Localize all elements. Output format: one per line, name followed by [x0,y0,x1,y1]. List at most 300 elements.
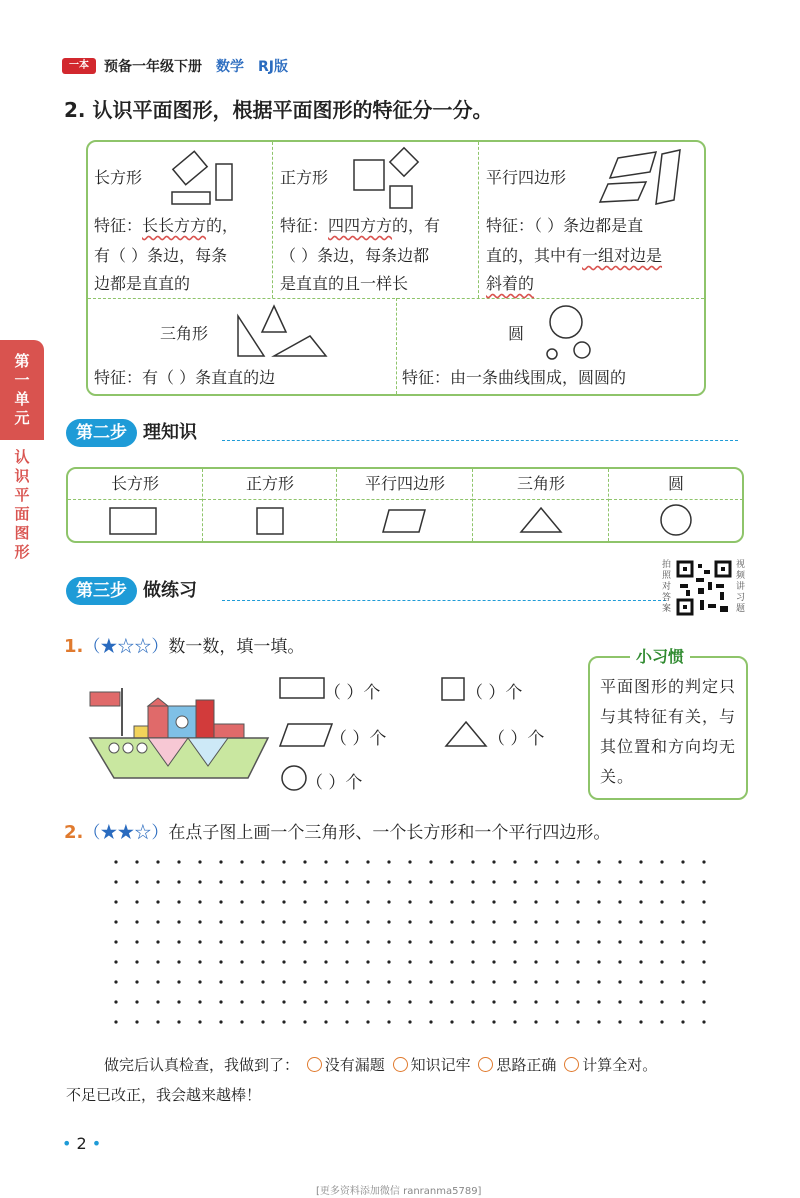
grid-dot[interactable] [261,980,264,983]
grid-dot[interactable] [156,880,159,883]
grid-dot[interactable] [240,960,243,963]
grid-dot[interactable] [639,880,642,883]
grid-dot[interactable] [198,940,201,943]
grid-dot[interactable] [492,860,495,863]
grid-dot[interactable] [282,1000,285,1003]
grid-dot[interactable] [681,960,684,963]
grid-dot[interactable] [681,880,684,883]
grid-dot[interactable] [555,880,558,883]
parallelogram-feature-line3: 斜着的 [486,274,535,293]
qr-caption-left: 拍照对答案 [662,560,672,614]
grid-dot[interactable] [534,1020,537,1023]
grid-dot[interactable] [429,860,432,863]
q2-heading: 2.（★★☆）在点子图上画一个三角形、一个长方形和一个平行四边形。 [64,822,611,843]
grid-dot[interactable] [513,1000,516,1003]
grid-dot[interactable] [408,900,411,903]
grid-dot[interactable] [576,1020,579,1023]
grid-dot[interactable] [597,920,600,923]
grid-dot[interactable] [471,920,474,923]
grid-dot[interactable] [261,900,264,903]
grid-dot[interactable] [618,920,621,923]
grid-dot[interactable] [156,960,159,963]
grid-dot[interactable] [471,860,474,863]
grid-dot[interactable] [345,940,348,943]
grid-dot[interactable] [660,1020,663,1023]
grid-dot[interactable] [282,940,285,943]
grid-dot[interactable] [681,900,684,903]
grid-dot[interactable] [219,980,222,983]
grid-dot[interactable] [387,980,390,983]
grid-dot[interactable] [240,860,243,863]
grid-dot[interactable] [345,960,348,963]
grid-dot[interactable] [555,960,558,963]
grid-dot[interactable] [198,880,201,883]
grid-dot[interactable] [114,920,117,923]
grid-dot[interactable] [282,860,285,863]
grid-dot[interactable] [471,940,474,943]
grid-dot[interactable] [618,940,621,943]
grid-dot[interactable] [261,880,264,883]
rectangle-feature: 特征：长长方方的， [94,216,239,235]
grid-dot[interactable] [219,900,222,903]
grid-dot[interactable] [345,980,348,983]
grid-dot[interactable] [366,980,369,983]
grid-dot[interactable] [513,960,516,963]
grid-dot[interactable] [156,1020,159,1023]
grid-dot[interactable] [471,1000,474,1003]
grid-dot[interactable] [261,940,264,943]
edition-label: RJ版 [258,59,288,75]
grid-dot[interactable] [597,860,600,863]
grid-dot[interactable] [471,980,474,983]
grid-dot[interactable] [282,960,285,963]
grid-dot[interactable] [618,900,621,903]
grid-dot[interactable] [576,960,579,963]
grid-dot[interactable] [681,980,684,983]
grid-dot[interactable] [177,860,180,863]
grid-dot[interactable] [324,880,327,883]
grid-dot[interactable] [702,1000,705,1003]
check-circle-icon[interactable] [307,1057,322,1072]
grid-dot[interactable] [177,940,180,943]
grid-dot[interactable] [702,960,705,963]
grid-dot[interactable] [219,880,222,883]
grid-dot[interactable] [492,980,495,983]
grid-dot[interactable] [429,980,432,983]
grid-dot[interactable] [492,960,495,963]
grid-dot[interactable] [597,1020,600,1023]
square-count-blank[interactable]: （ ）个 [466,683,523,703]
grid-dot[interactable] [303,940,306,943]
grid-dot[interactable] [597,880,600,883]
grid-dot[interactable] [534,880,537,883]
grid-dot[interactable] [135,880,138,883]
grid-dot[interactable] [555,1000,558,1003]
grid-dot[interactable] [597,940,600,943]
grid-dot[interactable] [492,880,495,883]
grid-dot[interactable] [135,960,138,963]
grid-dot[interactable] [366,1020,369,1023]
grid-dot[interactable] [387,860,390,863]
grid-dot[interactable] [219,860,222,863]
grid-dot[interactable] [660,920,663,923]
grid-dot[interactable] [492,900,495,903]
circle-count-shape [280,764,308,792]
grid-dot[interactable] [408,920,411,923]
grid-dot[interactable] [408,880,411,883]
grid-dot[interactable] [156,980,159,983]
grid-dot[interactable] [261,860,264,863]
grid-dot[interactable] [576,980,579,983]
grid-dot[interactable] [324,980,327,983]
grid-dot[interactable] [387,1000,390,1003]
grid-dot[interactable] [114,1000,117,1003]
grid-dot[interactable] [219,940,222,943]
grid-dot[interactable] [660,960,663,963]
circle-count-blank[interactable]: （ ）个 [306,773,363,793]
check-circle-icon[interactable] [478,1057,493,1072]
grid-dot[interactable] [135,980,138,983]
circle-figures [544,302,614,364]
habit-title: 小习惯 [630,644,690,667]
grid-dot[interactable] [408,1000,411,1003]
grid-dot[interactable] [198,960,201,963]
grid-dot[interactable] [177,980,180,983]
grid-dot[interactable] [198,1020,201,1023]
grid-dot[interactable] [114,960,117,963]
grid-dot[interactable] [555,940,558,943]
parallelogram-feature-line2: 直的，其中有一组对边是 [486,246,663,265]
grid-dot[interactable] [450,880,453,883]
grid-dot[interactable] [366,900,369,903]
grid-dot[interactable] [618,1020,621,1023]
ship-illustration [88,686,272,790]
grid-dot[interactable] [177,1020,180,1023]
grid-dot[interactable] [534,940,537,943]
grid-dot[interactable] [198,860,201,863]
grid-dot[interactable] [450,1020,453,1023]
grid-dot[interactable] [513,940,516,943]
grid-dot[interactable] [114,900,117,903]
grid-dot[interactable] [408,980,411,983]
grid-dot[interactable] [219,960,222,963]
grid-dot[interactable] [366,960,369,963]
grid-dot[interactable] [450,940,453,943]
grid-dot[interactable] [261,960,264,963]
grid-dot[interactable] [660,980,663,983]
grid-dot[interactable] [534,1000,537,1003]
grid-dot[interactable] [114,940,117,943]
grid-dot[interactable] [324,940,327,943]
grid-dot[interactable] [639,980,642,983]
grid-dot[interactable] [618,960,621,963]
grid-dot[interactable] [135,1020,138,1023]
grid-dot[interactable] [471,900,474,903]
triangle-count-blank[interactable]: （ ）个 [488,729,545,749]
grid-dot[interactable] [660,1000,663,1003]
grid-dot[interactable] [387,940,390,943]
triangle-feature: 特征：有（ ）条直直的边 [94,368,276,387]
grid-dot[interactable] [681,920,684,923]
grid-dot[interactable] [282,880,285,883]
topic-label: 认 识 平 面 图 形 [14,448,30,561]
grid-dot[interactable] [618,880,621,883]
grid-dot[interactable] [660,880,663,883]
grid-dot[interactable] [240,980,243,983]
grid-dot[interactable] [114,1020,117,1023]
grid-dot[interactable] [198,1000,201,1003]
grid-dot[interactable] [198,980,201,983]
grid-dot[interactable] [240,900,243,903]
grid-dot[interactable] [681,1020,684,1023]
grid-dot[interactable] [303,860,306,863]
grid-dot[interactable] [135,920,138,923]
parallelogram-count-shape [278,722,334,748]
grid-dot[interactable] [702,1020,705,1023]
grid-dot[interactable] [387,1020,390,1023]
grid-dot[interactable] [366,880,369,883]
grid-dot[interactable] [303,880,306,883]
grid-dot[interactable] [555,980,558,983]
check-circle-icon[interactable] [564,1057,579,1072]
square-name: 正方形 [280,168,329,187]
grid-dot[interactable] [471,1020,474,1023]
grid-dot[interactable] [282,1020,285,1023]
grid-dot[interactable] [576,880,579,883]
grid-dot[interactable] [618,1000,621,1003]
grid-dot[interactable] [618,980,621,983]
grid-dot[interactable] [345,920,348,923]
grid-dot[interactable] [534,860,537,863]
grid-dot[interactable] [261,920,264,923]
grid-dot[interactable] [408,960,411,963]
section-title: 2. 认识平面图形，根据平面图形的特征分一分。 [64,98,493,122]
grid-dot[interactable] [597,1000,600,1003]
grid-dot[interactable] [387,960,390,963]
shape-col-square: 正方形 [202,469,337,541]
grid-dot[interactable] [513,920,516,923]
grid-dot[interactable] [639,960,642,963]
grid-dot[interactable] [303,900,306,903]
grid-dot[interactable] [324,900,327,903]
grid-dot[interactable] [156,860,159,863]
grid-dot[interactable] [534,920,537,923]
grid-dot[interactable] [387,900,390,903]
grid-dot[interactable] [114,980,117,983]
grid-dot[interactable] [240,940,243,943]
grid-dot[interactable] [177,900,180,903]
grid-dot[interactable] [156,1000,159,1003]
grid-dot[interactable] [660,900,663,903]
grid-dot[interactable] [576,920,579,923]
triangle-count-shape [444,720,488,748]
square-count-shape [440,676,466,702]
grid-dot[interactable] [282,920,285,923]
grid-dot[interactable] [219,920,222,923]
grid-dot[interactable] [450,980,453,983]
grid-dot[interactable] [450,900,453,903]
grid-dot[interactable] [450,920,453,923]
grid-dot[interactable] [681,940,684,943]
grid-dot[interactable] [450,960,453,963]
grid-dot[interactable] [219,1020,222,1023]
parallelogram-count-blank[interactable]: （ ）个 [330,729,387,749]
parallelogram-name: 平行四边形 [486,168,567,187]
grid-dot[interactable] [366,860,369,863]
grid-dot[interactable] [114,880,117,883]
grid-dot[interactable] [366,920,369,923]
grid-dot[interactable] [702,900,705,903]
grid-dot[interactable] [177,960,180,963]
grid-dot[interactable] [555,920,558,923]
grid-dot[interactable] [513,860,516,863]
grid-dot[interactable] [156,900,159,903]
grid-dot[interactable] [135,1000,138,1003]
step2-pill: 第二步 [66,419,137,447]
grid-dot[interactable] [261,1020,264,1023]
grid-dot[interactable] [366,940,369,943]
grid-dot[interactable] [555,860,558,863]
grid-dot[interactable] [303,960,306,963]
dot-grid[interactable] [110,856,720,1036]
grid-dot[interactable] [156,920,159,923]
grid-dot[interactable] [576,860,579,863]
square-feature-line3: 是直直的且一样长 [280,274,409,293]
grid-dot[interactable] [513,1020,516,1023]
grid-dot[interactable] [576,900,579,903]
grid-dot[interactable] [240,1020,243,1023]
grid-dot[interactable] [177,920,180,923]
grid-dot[interactable] [429,1000,432,1003]
grid-dot[interactable] [408,940,411,943]
rectangle-name: 长方形 [94,168,143,187]
grid-dot[interactable] [303,980,306,983]
grid-dot[interactable] [639,1000,642,1003]
grid-dot[interactable] [429,940,432,943]
grid-dot[interactable] [681,860,684,863]
grid-dot[interactable] [303,920,306,923]
checklist-line2: 不足已改正，我会越来越棒！ [66,1086,262,1104]
grid-dot[interactable] [324,1000,327,1003]
grid-dot[interactable] [492,1000,495,1003]
grid-dot[interactable] [429,900,432,903]
grid-dot[interactable] [135,940,138,943]
grid-dot[interactable] [282,980,285,983]
grid-dot[interactable] [534,960,537,963]
grid-dot[interactable] [597,960,600,963]
grid-dot[interactable] [366,1000,369,1003]
grid-dot[interactable] [702,940,705,943]
grid-dot[interactable] [408,860,411,863]
grid-dot[interactable] [387,880,390,883]
grid-dot[interactable] [450,860,453,863]
grid-dot[interactable] [429,1020,432,1023]
grid-dot[interactable] [345,860,348,863]
grid-dot[interactable] [702,980,705,983]
grid-dot[interactable] [597,980,600,983]
grid-dot[interactable] [450,1000,453,1003]
grid-dot[interactable] [135,900,138,903]
grid-dot[interactable] [261,1000,264,1003]
grid-dot[interactable] [219,1000,222,1003]
square-feature-line2: （ ）条边，每条边都 [280,246,430,265]
grid-dot[interactable] [324,1020,327,1023]
habit-box [588,647,748,800]
grid-dot[interactable] [198,920,201,923]
grid-dot[interactable] [639,1020,642,1023]
check-circle-icon[interactable] [393,1057,408,1072]
grid-dot[interactable] [639,860,642,863]
grid-dot[interactable] [618,860,621,863]
qr-code-icon[interactable] [676,560,732,616]
circle-name: 圆 [508,324,525,343]
grid-dot[interactable] [156,940,159,943]
grid-dot[interactable] [660,940,663,943]
grid-dot[interactable] [324,960,327,963]
grid-dot[interactable] [429,920,432,923]
grid-dot[interactable] [345,1000,348,1003]
grid-dot[interactable] [492,940,495,943]
unit-side-tab [0,340,44,570]
grid-dot[interactable] [240,920,243,923]
grid-dot[interactable] [555,900,558,903]
grid-dot[interactable] [513,880,516,883]
grid-dot[interactable] [639,920,642,923]
grid-dot[interactable] [345,1020,348,1023]
grid-dot[interactable] [177,880,180,883]
grid-dot[interactable] [702,860,705,863]
grid-dot[interactable] [387,920,390,923]
grid-dot[interactable] [702,920,705,923]
grid-dot[interactable] [534,980,537,983]
grid-dot[interactable] [492,1020,495,1023]
grid-dot[interactable] [492,920,495,923]
grid-dot[interactable] [303,1020,306,1023]
grid-dot[interactable] [345,900,348,903]
grid-dot[interactable] [597,900,600,903]
rect-count-blank[interactable]: （ ）个 [324,683,381,703]
grid-dot[interactable] [702,880,705,883]
grid-dot[interactable] [576,940,579,943]
grid-dot[interactable] [408,1020,411,1023]
grid-dot[interactable] [639,940,642,943]
grid-dot[interactable] [639,900,642,903]
grid-dot[interactable] [555,1020,558,1023]
grid-dot[interactable] [198,900,201,903]
grid-dot[interactable] [114,860,117,863]
grid-dot[interactable] [240,880,243,883]
grid-dot[interactable] [471,880,474,883]
grid-dot[interactable] [135,860,138,863]
grid-dot[interactable] [576,1000,579,1003]
grid-dot[interactable] [660,860,663,863]
triangle-figures [234,304,334,360]
grid-dot[interactable] [324,920,327,923]
grid-dot[interactable] [534,900,537,903]
grid-dot[interactable] [240,1000,243,1003]
grid-dot[interactable] [513,980,516,983]
grid-dot[interactable] [177,1000,180,1003]
grid-dot[interactable] [324,860,327,863]
grid-dot[interactable] [513,900,516,903]
grid-dot[interactable] [429,960,432,963]
grid-dot[interactable] [471,960,474,963]
grid-dot[interactable] [345,880,348,883]
grid-dot[interactable] [282,900,285,903]
grid-dot[interactable] [303,1000,306,1003]
grid-dot[interactable] [429,880,432,883]
grid-dot[interactable] [681,1000,684,1003]
